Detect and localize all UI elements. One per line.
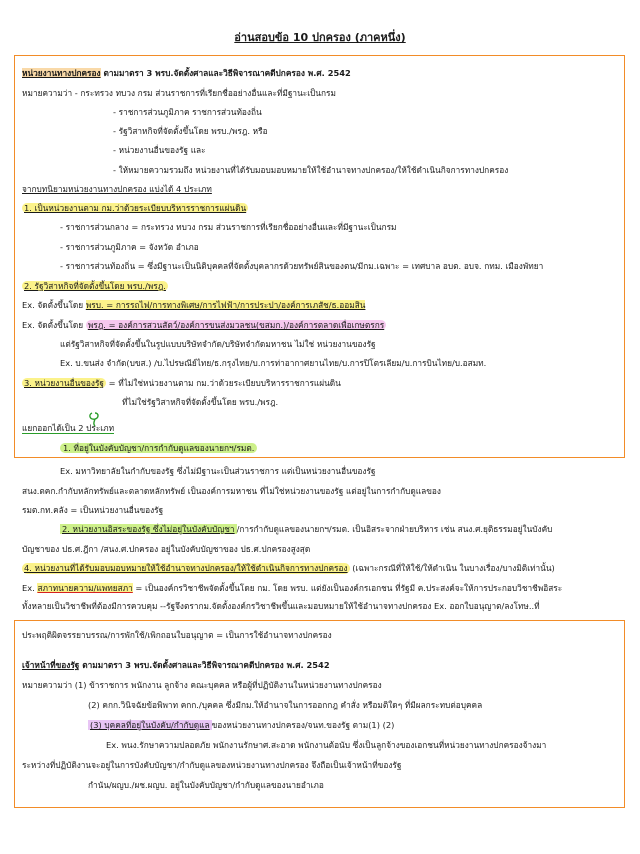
type-4-example-rest: = เป็นองค์กรวิชาชีพจัดตั้งขึ้นโดย กม. โดย พรบ. แต่ยังเป็นองค์กรเอกชน ที่รัฐมี ค.ประสงค์จะให้การประกอบวิชาชีพอิสระ	[132, 583, 563, 593]
type-4-label: 4. หน่วยงานที่ได้รับมอบมอบหมายให้ใช้อำนาจทางปกครอง/ให้ใช้ดำเนินกิจการทางปกครอง	[24, 563, 348, 573]
type-4-heading	[22, 563, 555, 574]
type-3-heading	[22, 378, 341, 389]
admin-agency-heading: หน่วยงานทางปกครอง	[22, 68, 101, 78]
definition-item: - รัฐวิสาหกิจที่จัดตั้งขึ้นโดย พรบ./พรฎ. หรือ	[113, 126, 268, 136]
definition-item: - หน่วยงานอื่นของรัฐ และ	[113, 145, 206, 155]
admin-agency-definition: หมายความว่า - กระทรวง ทบวง กรม ส่วนราชการที่เรียกชื่ออย่างอื่นและที่มีฐานะเป็นกรม	[22, 88, 336, 98]
state-official-heading: เจ้าหน้าที่ของรัฐ	[22, 660, 80, 670]
type-1-item: - ราชการส่วนภูมิภาค = จังหวัด อำเภอ	[60, 242, 199, 252]
type-2-example-2	[22, 320, 386, 331]
type-4-example-3: ประพฤติผิดจรรยาบรรณ/การพักใช้/เพิกถอนใบอนุญาต = เป็นการใช้อำนาจทางปกครอง	[22, 630, 332, 640]
state-official-definition: หมายความว่า (1) ข้าราชการ พนักงาน ลูกจ้าง คณะบุคคล หรือผู้ที่ปฏิบัติงานในหน่วยงานทางปกครอง	[22, 680, 382, 690]
sub-type-2	[60, 524, 552, 535]
state-official-law: ตามมาตรา 3 พรบ.จัดตั้งศาลและวิธีพิจารณาคดีปกครอง พ.ศ. 2542	[79, 660, 330, 670]
type-4-desc: (เฉพาะกรณีที่ให้ใช้/ให้ดำเนิน ในบางเรื่อง/บางมิติเท่านั้น)	[349, 563, 555, 573]
sub-type-1	[60, 443, 257, 454]
type-3-desc-2: ที่ไม่ใช่รัฐวิสาหกิจที่จัดตั้งขึ้นโดย พรบ./พรฎ.	[122, 397, 279, 407]
example-prefix: Ex. จัดตั้งขึ้นโดย	[22, 320, 86, 330]
page-title: อ่านสอบข้อ 10 ปกครอง (ภาคหนึ่ง)	[234, 31, 406, 44]
type-4-example-2: ทั้งหลายเป็นวิชาชีพที่ต้องมีการควบคุม --รัฐจึงตรากม.จัดตั้งองค์กรวิชาชีพขึ้นและมอบหมายให้ใช้อำนาจทางปกครอง Ex. ออกใบอนุญาต/ลงโทษ..ที่	[22, 601, 540, 611]
state-official-item-2: (2) คกก.วินิจฉัยข้อพิพาท คกก./บุคคล ซึ่งมีกม.ให้อำนาจในการออกกฎ คำสั่ง หรือมติใดๆ ที่มีผลกระทบต่อบุคคล	[88, 700, 483, 710]
example-highlight: สภาทนายความ/แพทยสภา	[37, 583, 133, 593]
type-1-heading	[22, 203, 248, 214]
type-1-item: - ราชการส่วนกลาง = กระทรวง ทบวง กรม ส่วนราชการที่เรียกชื่ออย่างอื่นและที่มีฐานะเป็นกรม	[60, 222, 397, 232]
item-3-highlight: (3) บุคคลที่อยู่ในบังคับ/กำกับดูแล	[90, 720, 210, 730]
type-2-label: 2. รัฐวิสาหกิจที่จัดตั้งขึ้นโดย พรบ./พรฎ.	[24, 281, 166, 291]
section-1-heading	[22, 68, 351, 79]
admin-agency-law: ตามมาตรา 3 พรบ.จัดตั้งศาลและวิธีพิจารณาคดีปกครอง พ.ศ. 2542	[100, 68, 351, 78]
item-3-rest: ของหน่วยงานทางปกครอง/จนท.ของรัฐ ตาม(1) (2)	[211, 720, 395, 730]
definition-item: - ราชการส่วนภูมิภาค ราชการส่วนท้องถิ่น	[113, 107, 262, 117]
type-2-heading	[22, 281, 168, 292]
sub-type-1-label: 1. ที่อยู่ในบังคับบัญชา/การกำกับดูแลของนายกฯ/รมต.	[60, 443, 257, 453]
type-2-example-1	[22, 300, 365, 311]
definition-item: - ให้หมายความรวมถึง หน่วยงานที่ได้รับมอบมอบหมายให้ใช้อำนาจทางปกครอง/ให้ใช้ดำเนินกิจการทางปกครอง	[113, 165, 509, 175]
example-highlight: พรฎ. = องค์การสวนสัตว์/องค์การขนส่งมวลชน(ขสมก.)/องค์การตลาดเพื่อเกษตรกร	[87, 320, 385, 330]
sub-type-1-example: Ex. มหาวิทยาลัยในกำกับของรัฐ ซึ่งไม่มีฐานะเป็นส่วนราชการ แต่เป็นหน่วยงานอื่นของรัฐ	[60, 466, 376, 476]
sub-type-2-label: 2. หน่วยงานอิสระของรัฐ ซึ่งไม่อยู่ในบังคับบัญชา	[62, 524, 235, 534]
type-2-example-3: Ex. บ.ขนส่ง จำกัด(บขส.) /บ.ไปรษณีย์ไทย/ธ.กรุงไทย/บ.การท่าอากาศยานไทย/บ.การปิโตรเลียม/บ.การบินไทย/บ.อสมท.	[60, 358, 487, 368]
type-3-desc: = ที่ไม่ใช่หน่วยงานตาม กม.ว่าด้วยระเบียบบริหารราชการแผ่นดิน	[106, 378, 341, 388]
split-heading	[22, 423, 114, 434]
sub-type-1-example-3: รมต.กท.คลัง = เป็นหน่วยงานอื่นของรัฐ	[22, 505, 164, 515]
sub-type-2-desc: /การกำกับดูแลของนายกฯ/รมต. เป็นอิสระจากฝ่ายบริหาร เช่น สนง.ศ.ยุติธรรมอยู่ในบังคับ	[236, 524, 553, 534]
type-2-note: แต่รัฐวิสาหกิจที่จัดตั้งขึ้นในรูปแบบบริษัทจำกัด/บริษัทจำกัดมหาชน ไม่ใช่ หน่วยงานของรัฐ	[60, 339, 376, 349]
state-official-item-3	[88, 720, 394, 731]
type-1-item: - ราชการส่วนท้องถิ่น = ซึ่งมีฐานะเป็นนิติบุคคลที่จัดตั้งบุคลากรด้วยทรัพย์สินของตน/มีกม.เฉพาะ = เทศบาล อบต. อบจ. กทม. เมืองพัทยา	[60, 261, 544, 271]
sub-type-2-desc-2: บัญชาของ ปธ.ศ.ฎีกา /สนง.ศ.ปกครอง อยู่ในบังคับบัญชาของ ปธ.ศ.ปกครองสูงสุด	[22, 544, 311, 554]
type-4-example	[22, 583, 562, 594]
example-prefix: Ex.	[22, 583, 38, 593]
type-1-label: 1. เป็นหน่วยงานตาม กม.ว่าด้วยระเบียบบริหารราชการแผ่นดิน	[24, 203, 247, 213]
section-2-heading	[22, 660, 330, 671]
state-official-example-3: กำนัน/ผญบ./ผช.ผญบ. อยู่ในบังคับบัญชา/กำกับดูแลของนายอำเภอ	[88, 780, 324, 790]
four-types-note: จากบทนิยามหน่วยงานทางปกครอง แบ่งได้ 4 ประเภท	[22, 184, 212, 194]
state-official-example-2: ระหว่างที่ปฏิบัติงานจะอยู่ในการบังคับบัญชา/กำกับดูแลของหน่วยงานทางปกครอง จึงถือเป็นเจ้าหน้าที่ของรัฐ	[22, 760, 402, 770]
example-highlight: พรบ. = การรถไฟ/การทางพิเศษ/การไฟฟ้า/การประปา/องค์การเภสัช/ธ.ออมสิน	[85, 300, 366, 310]
section-admin-agency-box	[14, 55, 625, 458]
split-label: แยกออกได้เป็น 2 ประเภท	[22, 423, 115, 433]
example-prefix: Ex. จัดตั้งขึ้นโดย	[22, 300, 86, 310]
state-official-example-1: Ex. พนง.รักษาความปลอดภัย พนักงานรักษาศ.สะอาด พนักงานต้อนับ ซึ่งเป็นลูกจ้างของเอกชนที่หน่วยงานทางปกครองจ้างมา	[106, 740, 547, 750]
type-3-label: 3. หน่วยงานอื่นของรัฐ	[24, 378, 104, 388]
sub-type-1-example-2: สนง.ตคก.กำกับหลักทรัพย์และตลาดหลักทรัพย์ เป็นองค์การมหาชน ที่ไม่ใช่หน่วยงานของรัฐ แต่อยู่ในการกำกับดูแลของ	[22, 486, 441, 496]
